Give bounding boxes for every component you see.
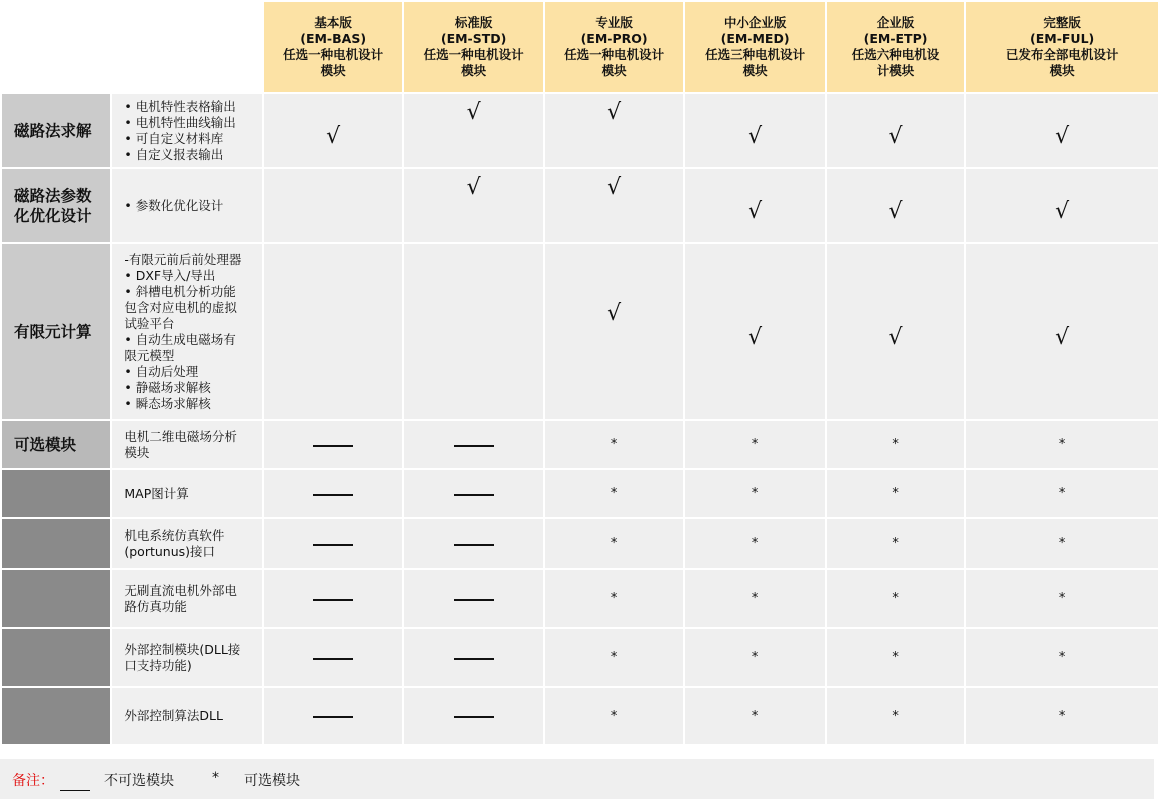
- checkmark-icon: √: [326, 124, 341, 149]
- row-feature: • 电机特性表格输出 • 电机特性曲线输出 • 可自定义材料库 • 自定义报表输出: [112, 94, 262, 167]
- edition-cell: [685, 94, 824, 167]
- edition-cell: [966, 421, 1158, 468]
- column-header-desc: 任选一种电机设计 模块: [283, 47, 384, 78]
- not-available-dash: [313, 658, 353, 660]
- optional-star: *: [1058, 591, 1066, 606]
- optional-star: *: [892, 486, 899, 501]
- column-header: [264, 2, 402, 92]
- optional-star: *: [1058, 708, 1066, 724]
- table-row: [2, 688, 1158, 744]
- edition-cell: [685, 470, 824, 517]
- row-category: [2, 570, 110, 627]
- optional-star: *: [892, 536, 899, 551]
- edition-cell: [827, 169, 964, 242]
- optional-star: *: [751, 486, 759, 501]
- column-header-code: (EM-MED): [720, 31, 790, 46]
- edition-cell: [545, 629, 683, 686]
- edition-cell: [404, 519, 542, 568]
- table-row: [2, 244, 1158, 419]
- edition-cell: [404, 421, 542, 468]
- checkmark-icon: √: [1055, 124, 1070, 149]
- edition-cell: [966, 688, 1158, 744]
- edition-cell: [264, 169, 402, 242]
- column-header-desc: 任选三种电机设计 模块: [705, 47, 806, 78]
- edition-cell: [264, 94, 402, 167]
- not-available-dash: [454, 544, 494, 546]
- column-header: [545, 2, 683, 92]
- row-feature: MAP图计算: [112, 470, 262, 517]
- edition-cell: [966, 169, 1158, 242]
- not-available-dash: [313, 599, 353, 601]
- edition-cell: [685, 629, 824, 686]
- not-available-dash: [454, 445, 494, 447]
- checkmark-icon: √: [888, 199, 903, 224]
- edition-cell: [404, 688, 542, 744]
- column-header: [685, 2, 824, 92]
- row-category: 磁路法参数 化优化设计: [2, 169, 110, 242]
- edition-cell: [545, 421, 683, 468]
- checkmark-icon: √: [466, 175, 481, 200]
- optional-star: *: [1058, 437, 1066, 452]
- edition-cell: [685, 244, 824, 419]
- column-header-name: 基本版: [314, 15, 352, 30]
- not-available-dash: [454, 494, 494, 496]
- table-row: [2, 629, 1158, 686]
- edition-cell: [827, 519, 964, 568]
- edition-cell: [545, 688, 683, 744]
- optional-star: *: [751, 708, 759, 724]
- edition-cell: [264, 421, 402, 468]
- optional-star: *: [610, 437, 618, 452]
- edition-cell: [404, 244, 542, 419]
- optional-star: *: [610, 650, 618, 665]
- optional-star: *: [610, 486, 618, 501]
- row-feature: • 参数化优化设计: [112, 169, 262, 242]
- edition-cell: [966, 519, 1158, 568]
- checkmark-icon: √: [888, 124, 903, 149]
- edition-cell: [685, 570, 824, 627]
- column-header-name: 标准版: [454, 15, 493, 30]
- checkmark-icon: √: [1055, 199, 1070, 224]
- column-header-code: (EM-PRO): [580, 31, 648, 46]
- optional-star: *: [751, 437, 759, 452]
- optional-star: *: [1058, 536, 1066, 551]
- optional-star: *: [610, 591, 618, 606]
- not-available-dash: [313, 445, 353, 447]
- optional-star: *: [751, 591, 759, 606]
- table-row: [2, 421, 1158, 468]
- column-header-name: 中小企业版: [723, 15, 787, 30]
- edition-cell: [827, 629, 964, 686]
- checkmark-icon: √: [466, 100, 481, 125]
- edition-cell: [264, 470, 402, 517]
- optional-star: *: [610, 536, 618, 551]
- row-feature: 无刷直流电机外部电 路仿真功能: [112, 570, 262, 627]
- row-category: 可选模块: [2, 421, 110, 468]
- note-star-text: 可选模块: [244, 773, 300, 789]
- not-available-dash: [313, 716, 353, 718]
- checkmark-icon: √: [748, 325, 763, 350]
- table-row: [2, 570, 1158, 627]
- edition-cell: [685, 421, 824, 468]
- edition-cell: [827, 94, 964, 167]
- edition-cell: [966, 94, 1158, 167]
- checkmark-icon: √: [607, 100, 622, 125]
- note-star-symbol: *: [212, 770, 219, 786]
- edition-cell: [545, 519, 683, 568]
- column-header-desc: 任选六种电机设 计模块: [851, 47, 940, 78]
- edition-cell: [264, 688, 402, 744]
- row-category: 有限元计算: [2, 244, 110, 419]
- edition-cell: [264, 244, 402, 419]
- not-available-dash: [454, 716, 494, 718]
- row-feature: 外部控制算法DLL: [112, 688, 262, 744]
- edition-cell: [404, 169, 542, 242]
- edition-cell: [404, 570, 542, 627]
- row-category: [2, 629, 110, 686]
- checkmark-icon: √: [748, 199, 763, 224]
- optional-star: *: [1058, 650, 1066, 665]
- edition-cell: [545, 470, 683, 517]
- edition-cell: [404, 94, 542, 167]
- edition-cell: [264, 629, 402, 686]
- column-header: [404, 2, 542, 92]
- checkmark-icon: √: [1055, 325, 1070, 350]
- row-category: [2, 470, 110, 517]
- edition-cell: [545, 94, 683, 167]
- header-blank: [2, 2, 262, 92]
- edition-cell: [966, 470, 1158, 517]
- column-header: [966, 2, 1158, 92]
- not-available-dash: [313, 494, 353, 496]
- edition-cell: [827, 688, 964, 744]
- optional-star: *: [1058, 486, 1066, 501]
- edition-cell: [545, 244, 683, 419]
- optional-star: *: [751, 536, 759, 551]
- checkmark-icon: √: [607, 175, 622, 200]
- row-feature: 外部控制模块(DLL接 口支持功能): [112, 629, 262, 686]
- column-header-code: (EM-STD): [440, 31, 507, 46]
- row-feature: 电机二维电磁场分析 模块: [112, 421, 262, 468]
- edition-cell: [827, 470, 964, 517]
- note-dash-text: 不可选模块: [104, 773, 174, 789]
- not-available-dash: [313, 544, 353, 546]
- column-header-code: (EM-BAS): [300, 31, 367, 46]
- edition-cell: [404, 470, 542, 517]
- footnote: [0, 759, 1154, 799]
- edition-cell: [404, 629, 542, 686]
- table-row: [2, 94, 1158, 167]
- checkmark-icon: √: [607, 301, 622, 326]
- edition-cell: [685, 169, 824, 242]
- optional-star: *: [610, 708, 618, 724]
- edition-cell: [685, 688, 824, 744]
- optional-star: *: [892, 591, 899, 606]
- note-label: 备注：: [12, 773, 54, 789]
- table-row: [2, 470, 1158, 517]
- edition-cell: [827, 244, 964, 419]
- optional-star: *: [892, 708, 899, 724]
- row-feature: -有限元前后前处理器 • DXF导入/导出 • 斜槽电机分析功能 包含对应电机的虚拟 试验平台 • 自动生成电磁场有 限元模型 • 自动后处理 • 静磁场求解核 • 瞬态场求解核: [112, 244, 262, 419]
- column-header-desc: 已发布全部电机设计 模块: [1005, 47, 1119, 78]
- column-header: [827, 2, 964, 92]
- column-header-name: 专业版: [595, 15, 633, 30]
- optional-star: *: [892, 650, 899, 665]
- edition-cell: [966, 629, 1158, 686]
- column-header-name: 完整版: [1043, 15, 1081, 30]
- row-category: [2, 519, 110, 568]
- edition-cell: [827, 570, 964, 627]
- edition-cell: [545, 169, 683, 242]
- not-available-dash: [454, 599, 494, 601]
- edition-cell: [827, 421, 964, 468]
- row-category: 磁路法求解: [2, 94, 110, 167]
- table-row: [2, 519, 1158, 568]
- edition-cell: [545, 570, 683, 627]
- column-header-code: (EM-ETP): [863, 31, 928, 46]
- column-header-desc: 任选一种电机设计 模块: [423, 47, 524, 78]
- not-available-dash: [454, 658, 494, 660]
- edition-cell: [264, 570, 402, 627]
- column-header-desc: 任选一种电机设计 模块: [564, 47, 665, 78]
- checkmark-icon: √: [748, 124, 763, 149]
- row-category: [2, 688, 110, 744]
- checkmark-icon: √: [888, 325, 903, 350]
- edition-cell: [966, 570, 1158, 627]
- optional-star: *: [892, 437, 899, 452]
- edition-cell: [685, 519, 824, 568]
- optional-star: *: [751, 650, 759, 665]
- row-feature: 机电系统仿真软件 (portunus)接口: [112, 519, 262, 568]
- edition-cell: [966, 244, 1158, 419]
- column-header-code: (EM-FUL): [1030, 31, 1095, 46]
- column-header-name: 企业版: [876, 15, 915, 30]
- edition-cell: [264, 519, 402, 568]
- table-row: [2, 169, 1158, 242]
